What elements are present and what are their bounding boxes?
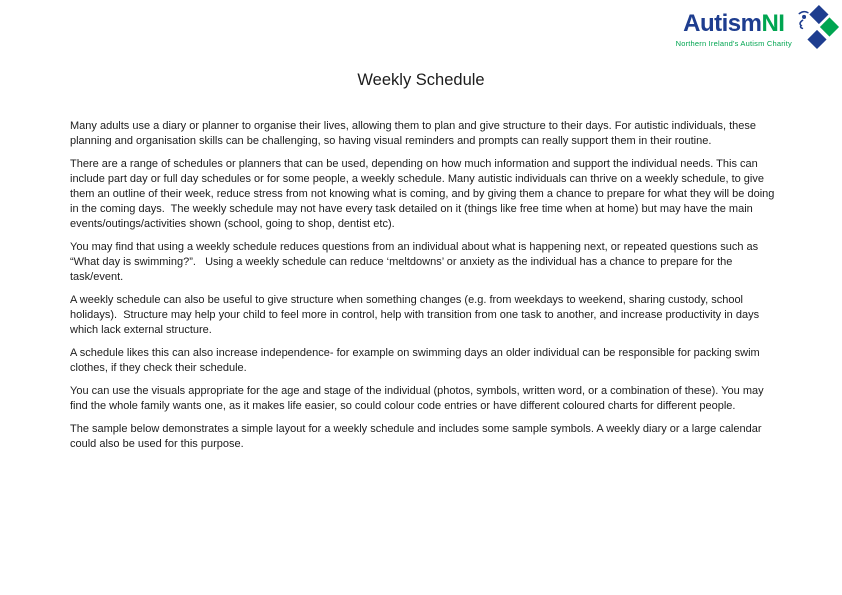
paragraph-independence: A schedule likes this can also increase independence- for example on swimming days an older individual can be responsible for packing swim clothes, if they check their schedule. bbox=[70, 347, 763, 374]
paragraph-reduces-questions: You may find that using a weekly schedule reduces questions from an individual about what is happening next, or repeated questions such as “What day is swimming?”. Using a weekly schedule can reduce ‘meltdowns’ or anxiety as the individual has a chance to prepare for the task/event. bbox=[70, 241, 762, 283]
autismni-logo bbox=[676, 4, 840, 50]
diamond-pinwheel-face-icon bbox=[794, 4, 840, 50]
document-body bbox=[70, 119, 778, 460]
page-title: Weekly Schedule bbox=[357, 71, 485, 89]
paragraph-structure-changes: A weekly schedule can also be useful to give structure when something changes (e.g. from weekdays to weekend, sharing custody, school holidays). Structure may help your child to feel more in control, help with transition from one task to another, and increase productivity in days which lack external structure. bbox=[70, 294, 763, 336]
logo-tagline: Northern Ireland's Autism Charity bbox=[675, 39, 792, 48]
logo-text-block bbox=[676, 12, 792, 48]
paragraph-range-of-schedules: There are a range of schedules or planners that can be used, depending on how much information and support the individual needs. This can include part day or full day schedules or for some people, a weekly schedule. Many autistic individuals can thrive on a weekly schedule, to give them an outline of their week, reduce stress from not knowing what is coming, and by giving them a chance to prepare for what they will be doing in the coming days. The weekly schedule may not have every task detailed on it (things like free time when at home) but may have the main events/outings/activities shown (school, going to shop, dentist etc). bbox=[70, 158, 778, 230]
paragraph-sample-below: The sample below demonstrates a simple layout for a weekly schedule and includes some sample symbols. A weekly diary or a large calendar could also be used for this purpose. bbox=[70, 423, 765, 450]
logo-wordmark bbox=[676, 12, 792, 36]
paragraph-visuals: You can use the visuals appropriate for the age and stage of the individual (photos, symbols, written word, or a combination of these). You may find the whole family wants one, as it makes life easier, so could colour code entries or have different coloured charts for different people. bbox=[70, 385, 767, 412]
logo-brand-secondary: NI bbox=[761, 10, 785, 37]
paragraph-intro: Many adults use a diary or planner to organise their lives, allowing them to plan and give structure to their days. For autistic individuals, these planning and organisation skills can be challenging, so having visual reminders and prompts can really support them in their routine. bbox=[70, 120, 760, 147]
logo-brand-primary: Autism bbox=[683, 10, 762, 37]
